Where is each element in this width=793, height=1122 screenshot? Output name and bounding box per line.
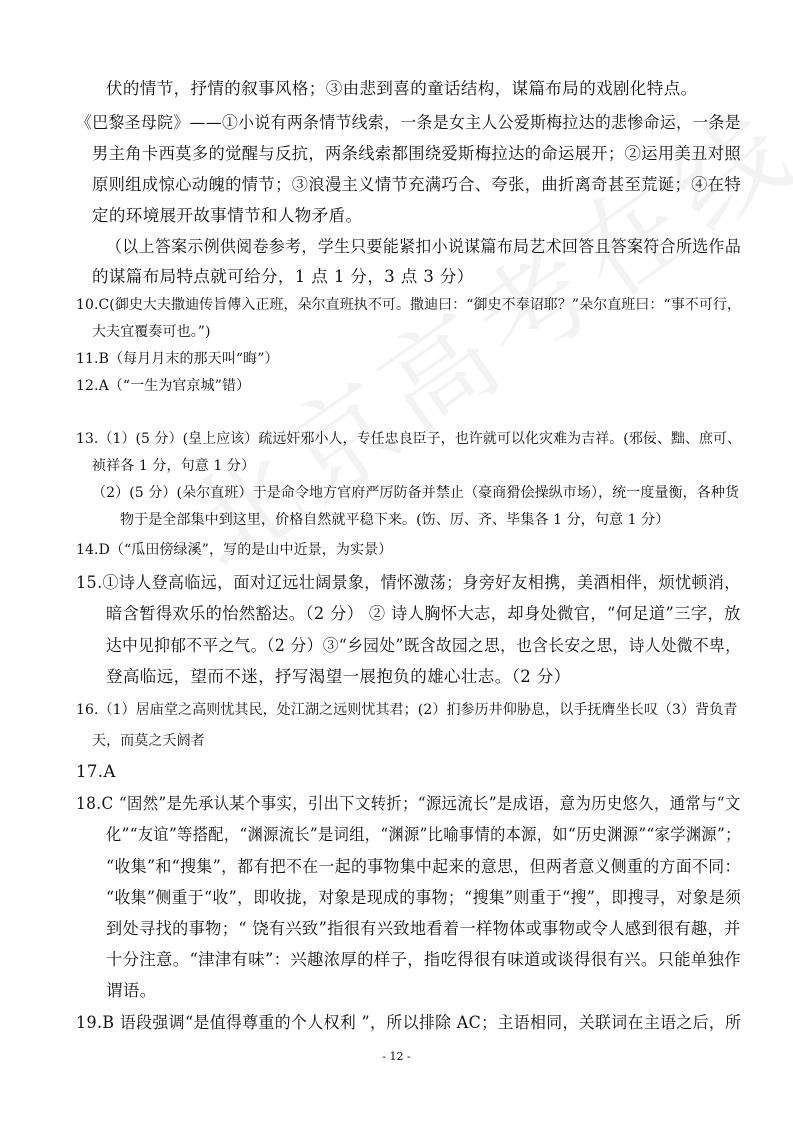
- text-line: 14.D（“瓜田傍绿溪”，写的是山中近景，为实景）: [76, 542, 393, 558]
- text-line: 男主角卡西莫多的觉醒与反抗，两条线索都围绕爱斯梅拉达的命运展开；②运用美丑对照: [92, 144, 742, 163]
- text-line: 13.（1）(5 分）(皇上应该）疏远奸邪小人，专任忠良臣子，也许就可以化灾难为吉祥。(邪佞、黜、庶可、: [76, 431, 742, 447]
- text-line: 达中见抑郁不平之气。（2 分）③“乡园处”既含故园之思，也含长安之思，诗人处微不卑，: [106, 636, 742, 655]
- text-line: “收集”和“搜集”，都有把不在一起的事物集中起来的意思，但两者意义侧重的方面不同：: [106, 857, 741, 876]
- text-line: 16.（1）居庙堂之高则忧其民，处江湖之远则忧其君；(2）扪参历井仰胁息，以手抚膺坐长叹（3）背负青: [76, 702, 738, 718]
- page-number: - 12 -: [382, 1050, 411, 1063]
- text-line: （以上答案示例供阅卷参考，学生只要能紧扣小说谋篇布局艺术回答且答案符合所选作品: [106, 237, 742, 256]
- text-line: 11.B（每月月末的那天叫“晦”）: [76, 351, 279, 367]
- text-line: “收集”侧重于“收”，即收拢，对象是现成的事物；“搜集”则重于“搜”，即搜寻，对象是须: [106, 888, 742, 907]
- text-line: （2）(5 分）(朵尔直班）于是命令地方官府严厉防备并禁止（豪商猾侩操纵市场），统一度量衡，各种货: [92, 485, 740, 501]
- text-line: 的谋篇布局特点就可给分，1 点 1 分，3 点 3 分）: [92, 267, 474, 286]
- text-line: 伏的情节，抒情的叙事风格；③由悲到喜的童话结构，谋篇布局的戏剧化特点。: [106, 79, 698, 98]
- text-line: 《巴黎圣母院》——①小说有两条情节线索，一条是女主人公爱斯梅拉达的悲惨命运，一条是: [76, 113, 741, 132]
- text-line: 到处寻找的事物；“ 饶有兴致”指很有兴致地看着一样物体或事物或令人感到很有趣，并: [106, 919, 741, 938]
- text-line: 登高临远，望而不迷，抒写渴望一展抱负的雄心壮志。（2 分）: [106, 667, 571, 686]
- text-line: 十分注意。“津津有味”：兴趣浓厚的样子，指吃得很有味道或谈得很有兴。只能单独作: [106, 950, 742, 969]
- text-line: 谓语。: [106, 981, 157, 1000]
- text-line: 17.A: [76, 762, 116, 781]
- text-line: 物于是全部集中到这里，价格自然就平稳下来。(饬、厉、齐、毕集各 1 分，句意 1 分）: [120, 512, 670, 528]
- text-line: 10.C(御史大夫撒迪传旨傳入正班，朵尔直班执不可。撒迪曰：“御史不奉诏耶？”朵尔直班曰：“事不可行，: [76, 297, 742, 313]
- text-line: 15.①诗人登高临远，面对辽远壮阔景象，情怀激荡；身旁好友相携，美酒相伴，烦忧顿消，: [76, 573, 741, 592]
- text-line: 18.C “固然”是先承认某个事实，引出下文转折；“源远流长”是成语，意为历史悠久，通常与“文: [76, 794, 741, 813]
- text-line: 大夫宜覆奏可也。”): [92, 324, 211, 340]
- text-line: 12.A（“一生为官京城”错）: [76, 378, 251, 394]
- text-line: 定的环境展开故事情节和人物矛盾。: [92, 206, 363, 225]
- text-line: 化”“友谊”等搭配，“渊源流长”是词组，“渊源”比喻事情的本源，如“历史渊源”“家学渊源”；: [106, 825, 741, 844]
- text-line: 19.B 语段强调“是值得尊重的个人权利 ”，所以排除 AC；主语相同，关联词在主语之后，所: [76, 1013, 742, 1032]
- text-line: 原则组成惊心动魄的情节；③浪漫主义情节充满巧合、夸张，曲折离奇甚至荒诞；④在特: [92, 175, 742, 194]
- text-line: 天，而莫之夭阏者: [92, 733, 205, 749]
- text-line: 祯祥各 1 分，句意 1 分）: [92, 458, 256, 474]
- text-line: 暗含暂得欢乐的怡然豁达。（2 分） ② 诗人胸怀大志，却身处微官，“何足道”三字，放: [106, 604, 741, 623]
